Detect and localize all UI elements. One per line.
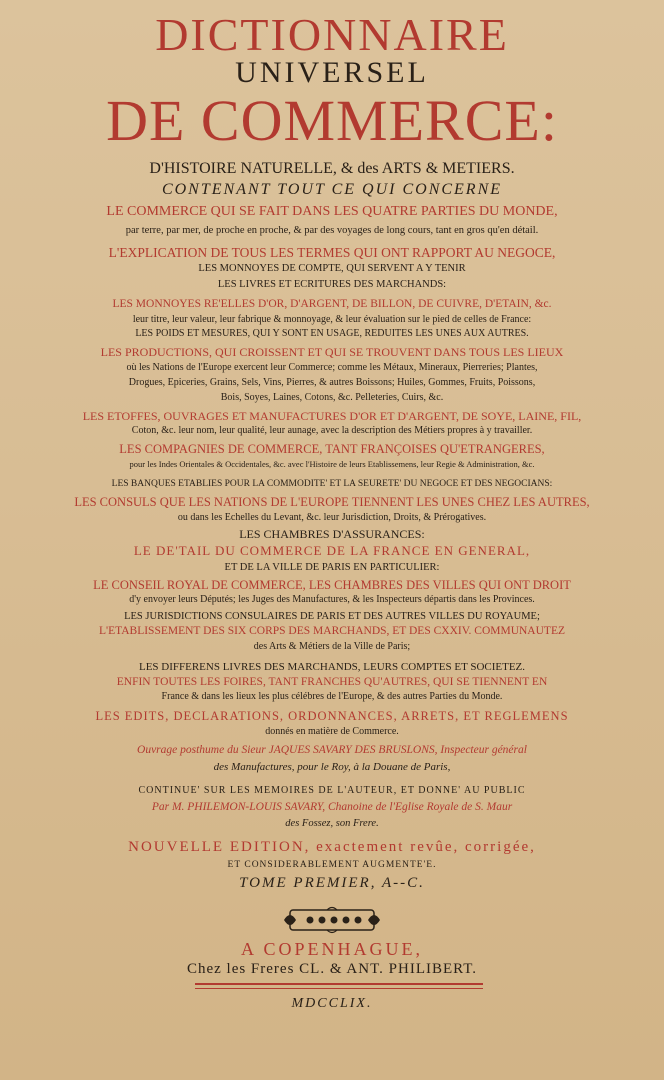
imprint-date: MDCCLIX. xyxy=(291,996,373,1011)
text-ville-paris: ET DE LA VILLE DE PARIS EN PARTICULIER: xyxy=(224,562,440,573)
subtitle-contenant: CONTENANT TOUT CE QUI CONCERNE xyxy=(161,181,503,198)
text-par-terre: par terre, par mer, de proche en proche, & par des voyages de long cours, tant en gros qu'en détail. xyxy=(125,225,539,236)
text-banques: LES BANQUES ETABLIES POUR LA COMMODITE' ET LA SEURETE' DU NEGOCE ET DES NEGOCIANS: xyxy=(111,479,553,489)
imprint-copenhague: A COPENHAGUE, xyxy=(240,939,423,959)
heading-explication-termes: L'EXPLICATION DE TOUS LES TERMES QUI ONT RAPPORT AU NEGOCE, xyxy=(108,245,556,260)
text-augmentee: ET CONSIDERABLEMENT AUGMENTE'E. xyxy=(227,860,437,870)
heading-six-corps: L'ETABLISSEMENT DES SIX CORPS DES MARCHANDS, ET DES CXXIV. COMMUNAUTEZ xyxy=(99,625,565,637)
text-coton-aunage: Coton, &c. leur nom, leur qualité, leur aunage, avec la description des Métiers propres à y travailler. xyxy=(131,425,533,436)
text-chambres-assurances: LES CHAMBRES D'ASSURANCES: xyxy=(239,527,425,541)
title-line-universel: UNIVERSEL xyxy=(235,56,429,89)
text-deputes: d'y envoyer leurs Députés; les Juges des Manufactures, & les Inspecteurs départis dans les Provinces. xyxy=(129,594,535,605)
text-nations-europe: où les Nations de l'Europe exercent leur Commerce; comme les Métaux, Mineraux, Pierreries; Plantes, xyxy=(126,362,538,373)
red-rule-thin xyxy=(195,988,483,989)
text-philemon-louis: Par M. PHILEMON-LOUIS SAVARY, Chanoine de l'Eglise Royale de S. Maur xyxy=(151,801,513,813)
heading-monnoyes-reelles: LES MONNOYES RE'ELLES D'OR, D'ARGENT, DE BILLON, DE CUIVRE, D'ETAIN, &c. xyxy=(112,298,552,310)
heading-detail-commerce: LE DE'TAIL DU COMMERCE DE LA FRANCE EN GENERAL, xyxy=(133,543,531,558)
heading-productions: LES PRODUCTIONS, QUI CROISSENT ET QUI SE TROUVENT DANS TOUS LES LIEUX xyxy=(100,345,564,359)
text-echelles-levant: ou dans les Echelles du Levant, &c. leur Jurisdiction, Droits, & Prérogatives. xyxy=(177,512,487,523)
subtitle-histoire-naturelle: D'HISTOIRE NATURELLE, & des ARTS & METIERS. xyxy=(149,160,515,177)
heading-commerce-quatre-parties: LE COMMERCE QUI SE FAIT DANS LES QUATRE PARTIES DU MONDE, xyxy=(106,204,558,219)
text-monnoyes-compte: LES MONNOYES DE COMPTE, QUI SERVENT A Y TENIR xyxy=(198,263,466,274)
text-drogues-epiceries: Drogues, Epiceries, Grains, Sels, Vins, Pierres, & autres Boissons; Huiles, Gommes, Fruits, Poissons, xyxy=(128,377,536,388)
red-rule xyxy=(195,983,483,985)
text-jurisdictions: LES JURISDICTIONS CONSULAIRES DE PARIS ET DES AUTRES VILLES DU ROYAUME; xyxy=(124,611,540,622)
heading-nouvelle-edition: NOUVELLE EDITION, exactement revûe, corrigée, xyxy=(128,839,536,855)
text-poids-mesures: LES POIDS ET MESURES, QUI Y SONT EN USAGE, REDUITES LES UNES AUX AUTRES. xyxy=(135,328,529,339)
text-indes: pour les Indes Orientales & Occidentales, &c. avec l'Histoire de leurs Etablissemens, leur Regie & Administration, &c. xyxy=(129,459,535,469)
text-differens-livres: LES DIFFERENS LIVRES DES MARCHANDS, LEURS COMPTES ET SOCIETEZ. xyxy=(138,661,526,673)
heading-foires: ENFIN TOUTES LES FOIRES, TANT FRANCHES QU'AUTRES, QUI SE TIENNENT EN xyxy=(116,676,548,688)
text-leur-titre: leur titre, leur valeur, leur fabrique & monnoyage, & leur évaluation sur le pied de celles de France: xyxy=(132,314,532,325)
text-arts-metiers: des Arts & Métiers de la Ville de Paris; xyxy=(253,641,411,652)
fleuron-ornament-icon xyxy=(282,905,382,935)
heading-consuls: LES CONSULS QUE LES NATIONS DE L'EUROPE TIENNENT LES UNES CHEZ LES AUTRES, xyxy=(74,495,590,509)
text-tome-premier: TOME PREMIER, A--C. xyxy=(239,875,425,891)
heading-conseil-royal: LE CONSEIL ROYAL DE COMMERCE, LES CHAMBRES DES VILLES QUI ONT DROIT xyxy=(93,578,571,592)
text-continue: CONTINUE' SUR LES MEMOIRES DE L'AUTEUR, ET DONNE' AU PUBLIC xyxy=(138,785,526,796)
text-livres-ecritures: LES LIVRES ET ECRITURES DES MARCHANDS: xyxy=(217,279,447,290)
imprint-philibert: Chez les Freres CL. & ANT. PHILIBERT. xyxy=(186,961,478,977)
title-line-de-commerce: DE COMMERCE: xyxy=(106,88,558,153)
text-matiere-commerce: donnés en matière de Commerce. xyxy=(265,726,399,737)
text-manufactures-roy: des Manufactures, pour le Roy, à la Douane de Paris, xyxy=(213,761,451,773)
text-france-lieux: France & dans les lieux les plus célébres de l'Europe, & des autres Parties du Monde. xyxy=(161,691,503,702)
heading-etoffes: LES ETOFFES, OUVRAGES ET MANUFACTURES D'OR ET D'ARGENT, DE SOYE, LAINE, FIL, xyxy=(82,409,582,423)
text-ouvrage-posthume: Ouvrage posthume du Sieur JAQUES SAVARY DES BRUSLONS, Inspecteur général xyxy=(137,744,527,756)
heading-edits: LES EDITS, DECLARATIONS, ORDONNANCES, ARRETS, ET REGLEMENS xyxy=(95,709,569,723)
text-fossez: des Fossez, son Frere. xyxy=(285,818,379,829)
title-line-dictionnaire: DICTIONNAIRE xyxy=(155,9,509,60)
text-bois-soyes: Bois, Soyes, Laines, Cotons, &c. Pelleteries, Cuirs, &c. xyxy=(220,392,444,403)
heading-compagnies: LES COMPAGNIES DE COMMERCE, TANT FRANÇOISES QU'ETRANGERES, xyxy=(119,442,545,456)
